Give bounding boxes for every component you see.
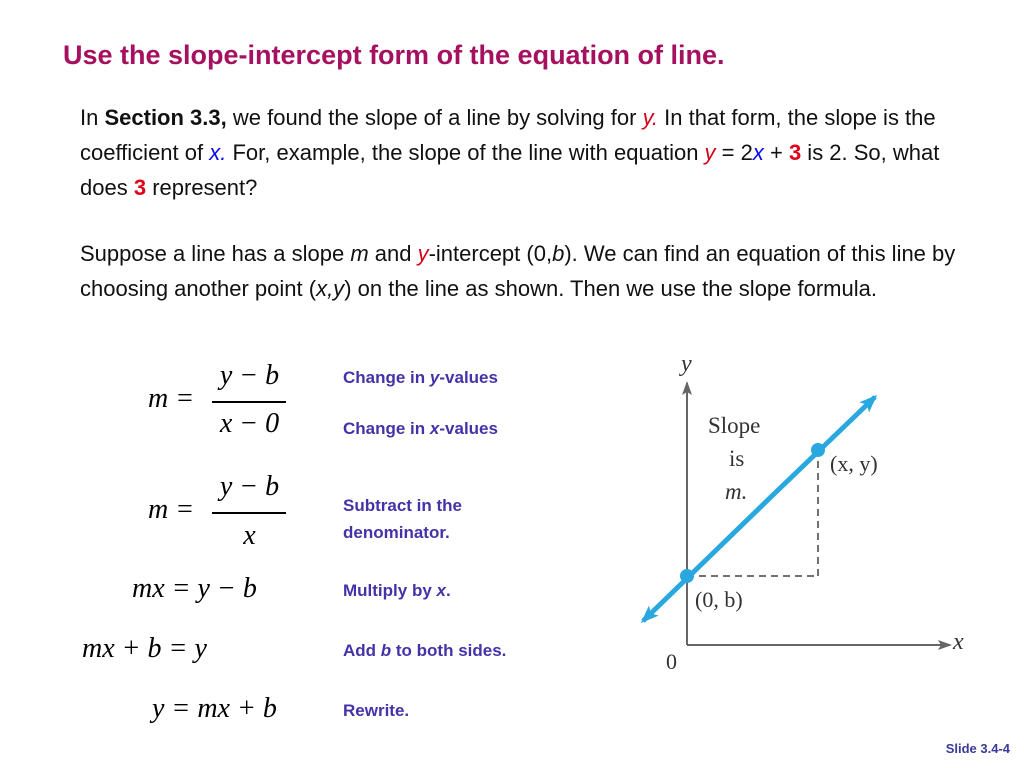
text: -values bbox=[439, 368, 498, 387]
var-b: b bbox=[380, 641, 392, 660]
var-x: x bbox=[436, 581, 446, 600]
eq2-fraction-bar bbox=[212, 512, 286, 514]
y-axis-label: y bbox=[681, 351, 692, 377]
var-x: x bbox=[429, 419, 440, 438]
var-b: b bbox=[552, 241, 565, 266]
var-y: y bbox=[704, 140, 716, 165]
slope-label-line1: Slope bbox=[708, 413, 761, 438]
var-x: x bbox=[752, 140, 764, 165]
text: Change in bbox=[343, 419, 430, 438]
text: is 2. So, what does bbox=[80, 140, 940, 200]
text: Change in bbox=[343, 368, 430, 387]
text: In that form, the slope is the coefficient of bbox=[80, 105, 936, 165]
x-axis-label: x bbox=[953, 629, 964, 655]
point-0b-marker bbox=[680, 569, 694, 583]
text: Suppose a line has a slope bbox=[80, 241, 351, 266]
point-xy-marker bbox=[811, 443, 825, 457]
var-xy: x,y bbox=[316, 276, 345, 301]
text: -values bbox=[439, 419, 498, 438]
note-add-b bbox=[343, 637, 506, 664]
text: . bbox=[445, 581, 451, 600]
slope-label-line2: is bbox=[729, 446, 745, 471]
eq4: mx + b = y bbox=[82, 633, 207, 664]
note-change-y bbox=[343, 364, 498, 391]
var-y: y bbox=[417, 241, 429, 266]
setup-paragraph bbox=[80, 236, 980, 306]
var-y: y bbox=[429, 368, 440, 387]
slope-label-line3: m. bbox=[725, 479, 748, 504]
text: = 2 bbox=[715, 140, 753, 165]
eq2-numerator: y − b bbox=[219, 471, 280, 502]
var-m: m bbox=[350, 241, 369, 266]
text: For, example, the slope of the line with equation bbox=[226, 140, 705, 165]
eq5: y = mx + b bbox=[152, 693, 277, 724]
text: -intercept (0, bbox=[428, 241, 553, 266]
slope-intercept-graph bbox=[630, 345, 990, 685]
text: and bbox=[368, 241, 418, 266]
eq3: mx = y − b bbox=[132, 573, 257, 604]
text: ). We can find an equation of this line by choosing another point ( bbox=[80, 241, 956, 301]
point-xy-label: (x, y) bbox=[830, 451, 878, 476]
eq2-lhs: m = bbox=[148, 494, 195, 525]
text: ) on the line as shown. Then we use the slope formula. bbox=[344, 276, 877, 301]
text: + bbox=[763, 140, 789, 165]
eq2-denominator: x bbox=[243, 520, 256, 551]
note-multiply bbox=[343, 577, 451, 604]
slope-line bbox=[775, 397, 875, 493]
text: to both sides. bbox=[391, 641, 507, 660]
eq1-numerator: y − b bbox=[219, 360, 280, 391]
var-x: x. bbox=[209, 140, 227, 165]
text: In bbox=[80, 105, 105, 130]
var-y: y. bbox=[642, 105, 659, 130]
text: Add bbox=[343, 641, 381, 660]
highlight-3: 3 bbox=[133, 175, 147, 200]
slide-title: Use the slope-intercept form of the equation of line. bbox=[63, 40, 725, 70]
intro-paragraph bbox=[80, 100, 980, 205]
eq1-lhs: m = bbox=[148, 383, 195, 414]
eq1-fraction-bar bbox=[212, 401, 286, 403]
highlight-3: 3 bbox=[788, 140, 802, 165]
note-rewrite: Rewrite. bbox=[343, 701, 410, 720]
text: Multiply by bbox=[343, 581, 437, 600]
section-ref: Section 3.3, bbox=[104, 105, 227, 130]
origin-label: 0 bbox=[666, 649, 677, 674]
eq1-denominator: x − 0 bbox=[219, 408, 280, 439]
slide-number: Slide 3.4-4 bbox=[945, 741, 1010, 756]
text: represent? bbox=[146, 175, 258, 200]
note-subtract: Subtract in the denominator. bbox=[343, 496, 463, 542]
point-0b-label: (0, b) bbox=[695, 587, 743, 612]
text: we found the slope of a line by solving for bbox=[226, 105, 643, 130]
note-change-x bbox=[343, 415, 498, 442]
